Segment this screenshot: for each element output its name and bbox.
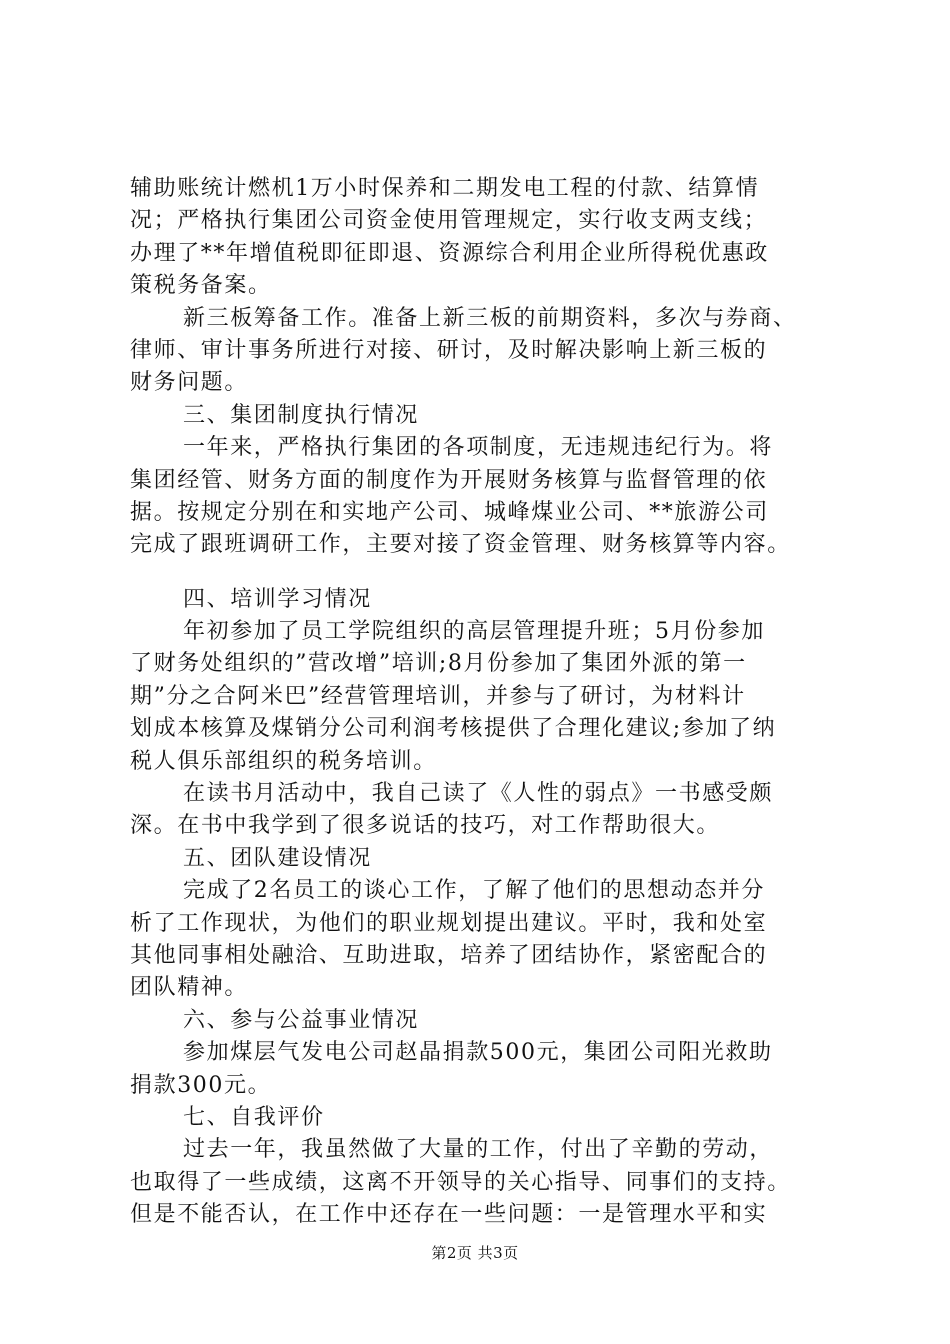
body-line: 律师、审计事务所进行对接、研讨，及时解决影响上新三板的: [130, 337, 768, 363]
body-line: 策税务备案。: [130, 273, 272, 299]
body-line: 捐款300元。: [130, 1072, 272, 1098]
body-line: 财务问题。: [130, 370, 249, 396]
body-line: 了财务处组织的”营改增”培训;8月份参加了集团外派的第一: [130, 651, 747, 677]
body-line: 但是不能否认，在工作中还存在一些问题：一是管理水平和实: [130, 1202, 768, 1228]
body-line: 新三板筹备工作。准备上新三板的前期资料，多次与券商、: [183, 305, 797, 331]
page-number-footer: 第2页 共3页: [431, 1244, 519, 1262]
body-line: 深。在书中我学到了很多说话的技巧，对工作帮助很大。: [130, 813, 721, 839]
document-body: [130, 173, 840, 1232]
body-line: 年初参加了员工学院组织的高层管理提升班；5月份参加: [183, 619, 765, 645]
section-heading: 六、参与公益事业情况: [183, 1007, 420, 1033]
body-line: 税人俱乐部组织的税务培训。: [130, 748, 437, 774]
body-line: 过去一年，我虽然做了大量的工作，付出了辛勤的劳动，: [183, 1137, 774, 1163]
body-line: 在读书月活动中，我自己读了《人性的弱点》一书感受颇: [183, 781, 774, 807]
section-heading: 三、集团制度执行情况: [183, 402, 420, 428]
section-heading: 四、培训学习情况: [183, 586, 372, 612]
body-line: 集团经管、财务方面的制度作为开展财务核算与监督管理的依: [130, 467, 768, 493]
body-line: 期”分之合阿米巴”经营管理培训，并参与了研讨，为材料计: [130, 683, 746, 709]
body-line: 参加煤层气发电公司赵晶捐款500元，集团公司阳光救助: [183, 1040, 773, 1066]
body-line: 其他同事相处融洽、互助进取，培养了团结协作，紧密配合的: [130, 942, 768, 968]
body-line: 办理了**年增值税即征即退、资源综合利用企业所得税优惠政: [130, 240, 769, 266]
body-line: 析了工作现状，为他们的职业规划提出建议。平时，我和处室: [130, 910, 768, 936]
section-heading: 七、自我评价: [183, 1104, 325, 1130]
body-line: 一年来，严格执行集团的各项制度，无违规违纪行为。将: [183, 435, 774, 461]
body-line: 也取得了一些成绩，这离不开领导的关心指导、同事们的支持。: [130, 1169, 791, 1195]
section-heading: 五、团队建设情况: [183, 845, 372, 871]
body-line: 完成了2名员工的谈心工作，了解了他们的思想动态并分: [183, 878, 765, 904]
body-line: 完成了跟班调研工作，主要对接了资金管理、财务核算等内容。: [130, 532, 791, 558]
body-line: 团队精神。: [130, 975, 249, 1001]
body-line: 辅助账统计燃机1万小时保养和二期发电工程的付款、结算情: [130, 176, 760, 201]
body-line: 况；严格执行集团公司资金使用管理规定，实行收支两支线；: [130, 208, 768, 234]
body-line: 划成本核算及煤销分公司利润考核提供了合理化建议;参加了纳: [130, 716, 777, 742]
body-line: 据。按规定分别在和实地产公司、城峰煤业公司、**旅游公司: [130, 499, 769, 525]
